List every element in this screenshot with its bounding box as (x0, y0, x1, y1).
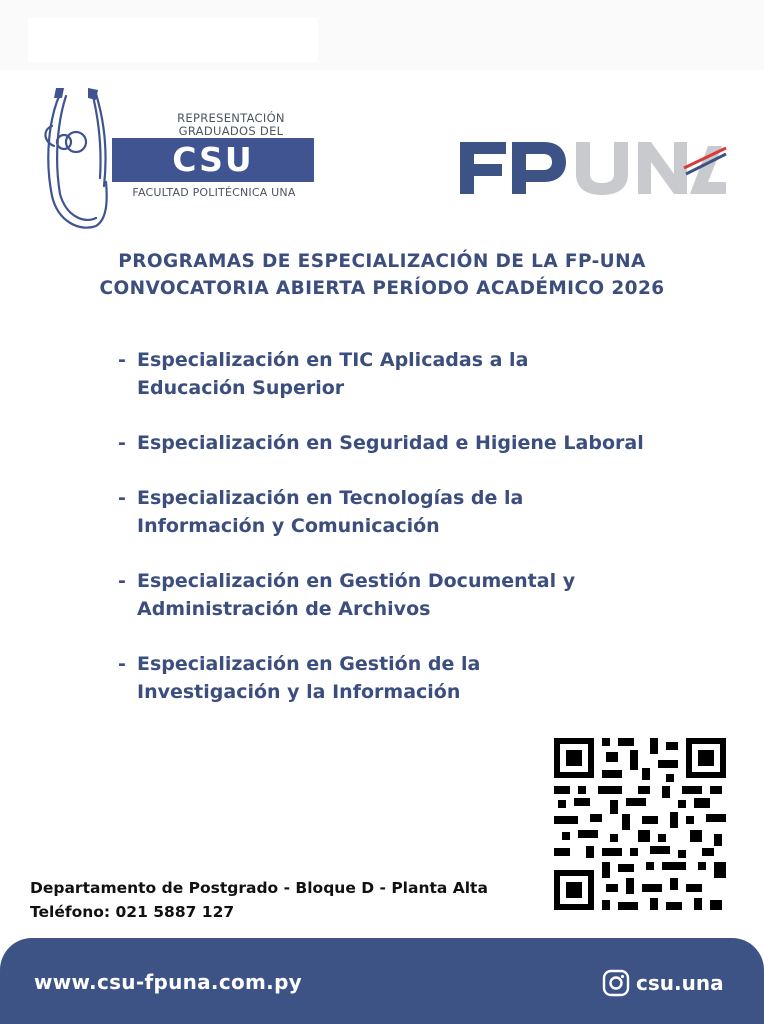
phone-text: Teléfono: 021 5887 127 (30, 903, 235, 921)
bullet-dash: - (118, 349, 126, 371)
program-line: Especialización en Seguridad e Higiene Laboral (137, 432, 644, 454)
csu-logo (40, 86, 330, 236)
program-item (118, 567, 718, 623)
csu-name-bar: CSU (112, 138, 314, 182)
page-title (40, 248, 724, 302)
csu-logo-top-text (146, 112, 316, 138)
program-line: Especialización en Gestión de la (137, 653, 481, 675)
program-line: Especialización en TIC Aplicadas a la (137, 349, 529, 371)
program-line: Administración de Archivos (137, 598, 431, 620)
program-line: Educación Superior (137, 377, 345, 399)
title-line-1: PROGRAMAS DE ESPECIALIZACIÓN DE LA FP-UNA (118, 251, 646, 272)
instagram-icon (602, 969, 630, 997)
program-line: Especialización en Gestión Documental y (137, 570, 576, 592)
csu-logo-bottom-text: FACULTAD POLITÉCNICA UNA (132, 186, 296, 199)
program-line: Información y Comunicación (137, 515, 440, 537)
bullet-dash: - (118, 487, 126, 509)
footer-bar (0, 938, 764, 1024)
instagram-label: csu.una (636, 971, 724, 995)
fpuna-wordmark-icon (458, 136, 728, 200)
program-item (118, 650, 718, 706)
contact-info (30, 876, 560, 924)
csu-emblem-icon (40, 86, 112, 234)
program-item (118, 484, 718, 540)
bullet-dash: - (118, 432, 126, 454)
program-item (118, 429, 718, 457)
program-line: Investigación y la Información (137, 681, 461, 703)
department-text: Departamento de Postgrado - Bloque D - Planta Alta (30, 879, 488, 897)
program-line: Especialización en Tecnologías de la (137, 487, 524, 509)
instagram-handle[interactable] (602, 969, 724, 997)
bullet-dash: - (118, 570, 126, 592)
title-line-2: CONVOCATORIA ABIERTA PERÍODO ACADÉMICO 2026 (99, 278, 665, 299)
bullet-dash: - (118, 653, 126, 675)
top-blank-band (0, 0, 764, 70)
website-link[interactable]: www.csu-fpuna.com.py (34, 970, 303, 994)
qr-code-icon[interactable] (554, 738, 726, 910)
csu-top-line-2: GRADUADOS DEL (178, 124, 284, 138)
programs-list (118, 346, 718, 733)
program-item (118, 346, 718, 402)
csu-top-line-1: REPRESENTACIÓN (177, 111, 285, 125)
fpuna-logo (458, 136, 728, 200)
